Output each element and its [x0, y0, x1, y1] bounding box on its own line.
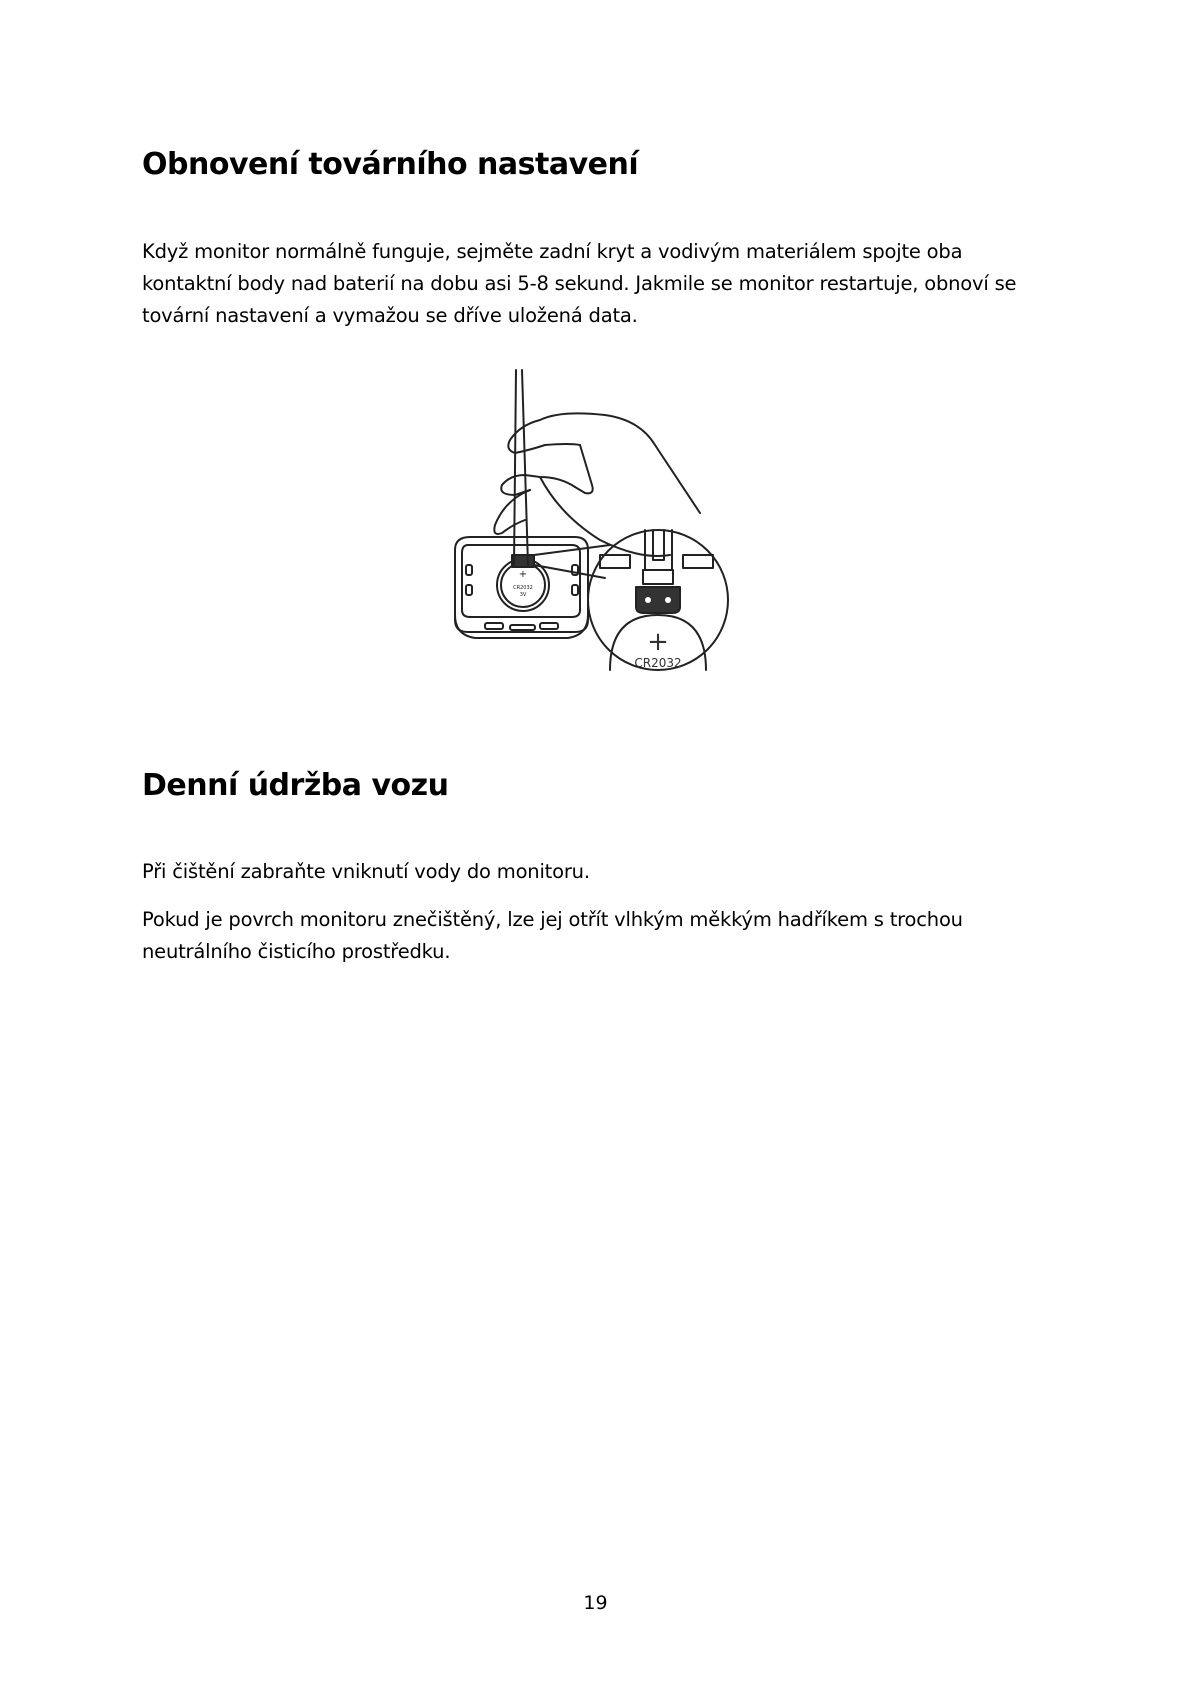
- zoom-contact-right: [683, 555, 713, 568]
- factory-reset-illustration: [440, 365, 800, 725]
- zoom-battery-plus: +: [647, 627, 669, 657]
- device-battery-label: CR2032: [513, 585, 533, 591]
- conductive-tool: [514, 370, 516, 565]
- device-slot: [510, 625, 535, 630]
- hand-outline: [508, 413, 700, 513]
- zoom-battery-label: CR2032: [634, 656, 682, 670]
- zoom-holder-hole: [665, 597, 671, 603]
- factory-reset-line: tovární nastavení a vymažou se dříve uložená data.: [142, 304, 638, 327]
- hand-finger: [501, 475, 575, 495]
- device-slot: [466, 565, 472, 575]
- maintenance-line: Pokud je povrch monitoru znečištěný, lze jej otřít vlhkým měkkým hadříkem s trochou: [142, 908, 963, 931]
- device-battery-voltage: 3V: [519, 592, 527, 598]
- zoom-battery-holder: [636, 587, 680, 613]
- page-number: 19: [583, 1592, 608, 1614]
- factory-reset-line: kontaktní body nad baterií na dobu asi 5-8 sekund. Jakmile se monitor restartuje, obnoví se: [142, 272, 1017, 295]
- factory-reset-line: Když monitor normálně funguje, sejměte zadní kryt a vodivým materiálem spojte oba: [142, 240, 963, 263]
- conductive-tool: [522, 370, 528, 565]
- zoom-clip-block: [643, 570, 673, 584]
- maintenance-heading: Denní údržba vozu: [142, 768, 449, 803]
- device-slot: [572, 585, 578, 595]
- maintenance-line: neutrálního čisticího prostředku.: [142, 940, 451, 963]
- maintenance-paragraph-1: [142, 856, 1062, 888]
- zoom-contact-left: [600, 555, 630, 568]
- device-slot: [540, 623, 558, 629]
- zoom-clip-outline: [645, 530, 672, 570]
- device-slot: [466, 585, 472, 595]
- factory-reset-heading: Obnovení továrního nastavení: [142, 147, 639, 182]
- maintenance-paragraph-2: [142, 904, 1062, 968]
- hand-thumb: [494, 490, 530, 534]
- hand-finger: [575, 445, 593, 493]
- zoom-pointer: [534, 545, 610, 555]
- device-box-base: [455, 615, 588, 638]
- zoom-holder-hole: [645, 597, 651, 603]
- device-slot: [485, 623, 503, 629]
- factory-reset-paragraph: [142, 236, 1062, 332]
- device-battery-clip: [512, 555, 534, 567]
- device-battery-plus: +: [518, 569, 528, 580]
- maintenance-line: Při čištění zabraňte vniknutí vody do monitoru.: [142, 860, 590, 883]
